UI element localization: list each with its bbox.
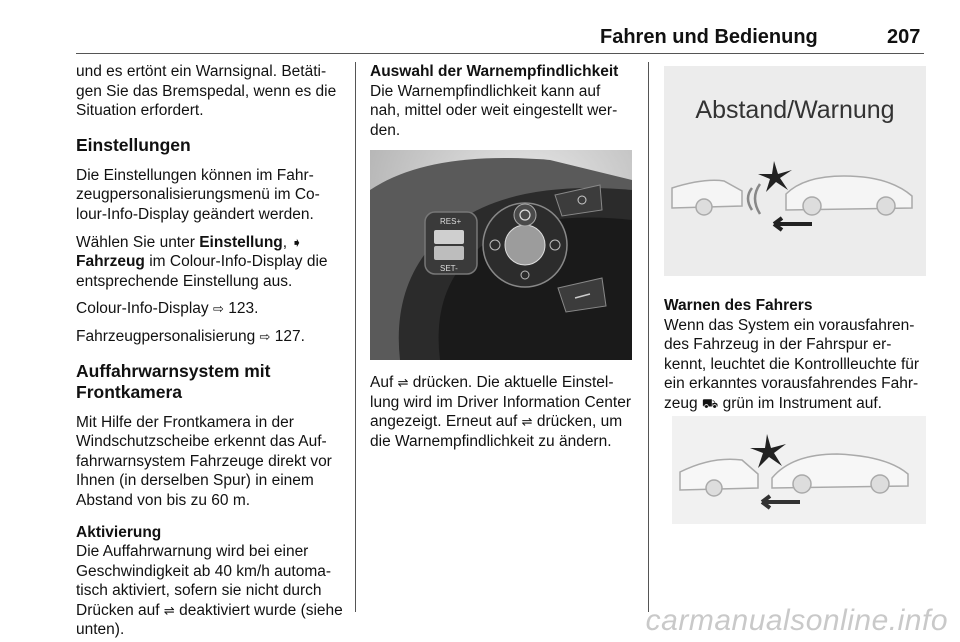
column-divider-left [355,62,356,612]
rear-car-icon [680,459,758,496]
collision-alert-button-icon: ⇌ [397,375,409,390]
collision-alert-button-icon: ⇌ [521,414,533,430]
vehicle-ahead-illustration [672,416,926,524]
instruction-prefix: Auf [370,374,398,391]
distance-warning-illustration [664,66,926,276]
system-paragraph: Mit Hilfe der Frontkamera in der Windschutzscheibe erkennt das Auf-fahrwarnsystem Fahrzeuge direkt vor Ihnen (in derselben Spur) in einem Abstand von bis zu 60 m. [76,413,332,509]
einstellungen-paragraph: Die Einstellungen können im Fahr-zeugpersonalisierungsmenü im Co-lour-Info-Display geändert werden. [76,166,320,223]
intro-paragraph: und es ertönt ein Warnsignal. Betäti-gen Sie das Bremspedal, wenn es die Situation erfordert. [76,63,337,120]
aktivierung-text-prefix: Die Auffahrwarnung wird bei einer Geschwindigkeit ab 40 km/h automa-tisch aktiviert, sofern sie nicht durch Drücken auf [76,543,332,619]
page-reference-icon: ⇨ [259,328,271,344]
column-divider-right [648,62,649,612]
reference-label: Fahrzeugpersonalisierung [76,327,256,345]
driver-warning-heading: Warnen des Fahrers [664,297,813,314]
reference-vehicle-personalisation[interactable] [76,327,348,347]
approach-arrow-icon [762,496,800,508]
res-plus-label: RES+ [440,217,462,226]
rear-car-icon [672,180,742,215]
vehicle-ahead-figure [672,416,926,524]
vehicle-ahead-icon: ⛟ [701,395,719,411]
sensitivity-paragraph: Die Warnempfindlichkeit kann auf nah, mittel oder weit eingestellt wer-den. [370,82,618,139]
steering-wheel-controls-figure [370,150,632,360]
driver-warning-paragraph [664,316,926,414]
collision-star-icon [750,434,786,468]
collision-alert-button-icon: ⇌ [163,602,175,618]
aktivierung-text-suffix: deaktiviert wurde (siehe unten). [76,601,343,639]
sensitivity-heading: Auswahl der Warnempfindlichkeit [370,63,619,80]
system-heading: Auffahrwarnsystem mit Frontkamera [76,360,271,402]
column-2 [370,62,634,140]
instruction-middle: drücken. Die aktuelle Einstel-lung wird im Driver Information Center angezeigt. Erneut auf [370,374,632,431]
page-number: 207 [887,26,921,48]
front-car-icon [786,176,912,215]
aktivierung-heading: Aktivierung [76,523,162,541]
einstellungen-heading: Einstellungen [76,134,191,155]
front-car-icon [772,454,908,493]
signal-waves-icon [748,188,752,210]
settings-path-prefix: Wählen Sie unter [76,233,200,251]
distance-warning-display-figure [664,66,926,276]
approach-arrow-icon [774,218,812,230]
column-1 [76,62,348,640]
aktivierung-paragraph [76,542,348,640]
set-minus-label: SET- [440,264,458,273]
collision-star-icon [758,161,792,192]
driver-warning-text-suffix: grün im Instrument auf. [718,394,882,412]
reference-page: 127. [274,327,305,345]
header-rule [76,53,924,54]
page-header-title: Fahren und Bedienung [600,26,818,48]
settings-menu-label: Einstellung [199,233,283,251]
watermark: carmanualsonline.info [645,604,948,637]
steering-wheel-illustration [370,150,632,360]
vehicle-menu-label: Fahrzeug [76,253,145,271]
column-2-lower [370,373,634,451]
reference-page: 123. [228,300,259,318]
display-title: Abstand/Warnung [695,96,895,124]
page-reference-icon: ⇨ [212,301,224,317]
driver-warning-text-prefix: Wenn das System ein vorausfahren-des Fahrzeug in der Fahrspur er-kennt, leuchtet die Kontrollleuchte für ein erkanntes vorausfahrendes Fahr-zeug [664,316,920,412]
sensitivity-instruction-paragraph [370,373,634,451]
settings-path-suffix: im Colour-Info-Display die entsprechende Einstellung aus. [76,253,328,290]
settings-path-paragraph: Wählen Sie unter Einstellung, ➧ Fahrzeug im Colour-Info-Display die entsprechende Einstellung aus. [76,233,328,290]
menu-arrow-icon: ➧ [291,234,303,250]
column-3 [664,296,926,414]
reference-label: Colour-Info-Display [76,300,209,318]
reference-colour-info-display[interactable] [76,299,348,319]
instruction-suffix: drücken, um die Warnempfindlichkeit zu ändern. [370,413,623,450]
